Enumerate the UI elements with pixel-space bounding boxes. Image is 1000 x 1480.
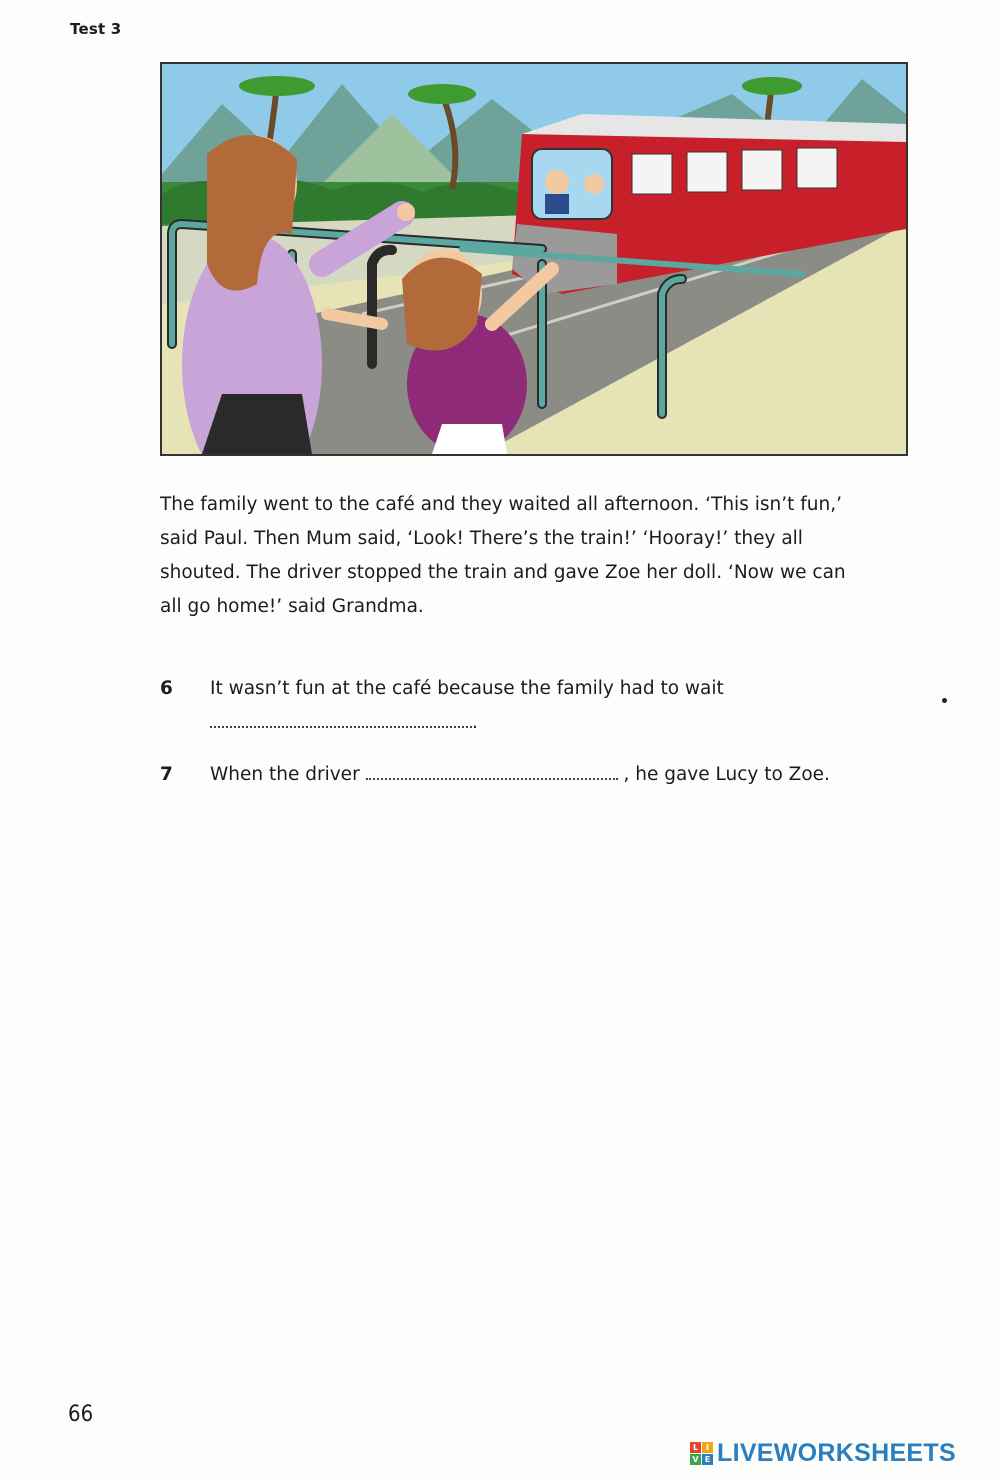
story-line: said Paul. Then Mum said, ‘Look! There’s the train!’ ‘Hooray!’ they all: [160, 528, 803, 549]
story-passage: [160, 488, 920, 624]
answer-blank-6[interactable]: [210, 708, 472, 728]
story-line: all go home!’ said Grandma.: [160, 596, 424, 617]
question-7: [160, 760, 920, 794]
liveworksheets-watermark: [690, 1438, 956, 1468]
question-text-start: When the driver: [210, 764, 360, 785]
question-number: 7: [160, 764, 173, 785]
question-end: .: [472, 712, 478, 733]
answer-blank-7[interactable]: [366, 760, 618, 780]
question-number: 6: [160, 678, 173, 699]
stray-dot: [942, 698, 947, 703]
story-line: shouted. The driver stopped the train and gave Zoe her doll. ‘Now we can: [160, 562, 846, 583]
watermark-text: LIVEWORKSHEETS: [717, 1438, 956, 1467]
liveworksheets-logo-icon: L I V E: [690, 1442, 713, 1465]
train-station-illustration: [162, 64, 906, 454]
question-text: It wasn’t fun at the café because the family had to wait: [210, 678, 724, 699]
question-text-end: , he gave Lucy to Zoe.: [623, 764, 830, 785]
story-illustration: [160, 62, 908, 456]
page-number: 66: [68, 1402, 94, 1427]
question-6: [160, 674, 920, 744]
story-line: The family went to the café and they waited all afternoon. ‘This isn’t fun,’: [160, 494, 842, 515]
test-label: Test 3: [70, 20, 122, 38]
